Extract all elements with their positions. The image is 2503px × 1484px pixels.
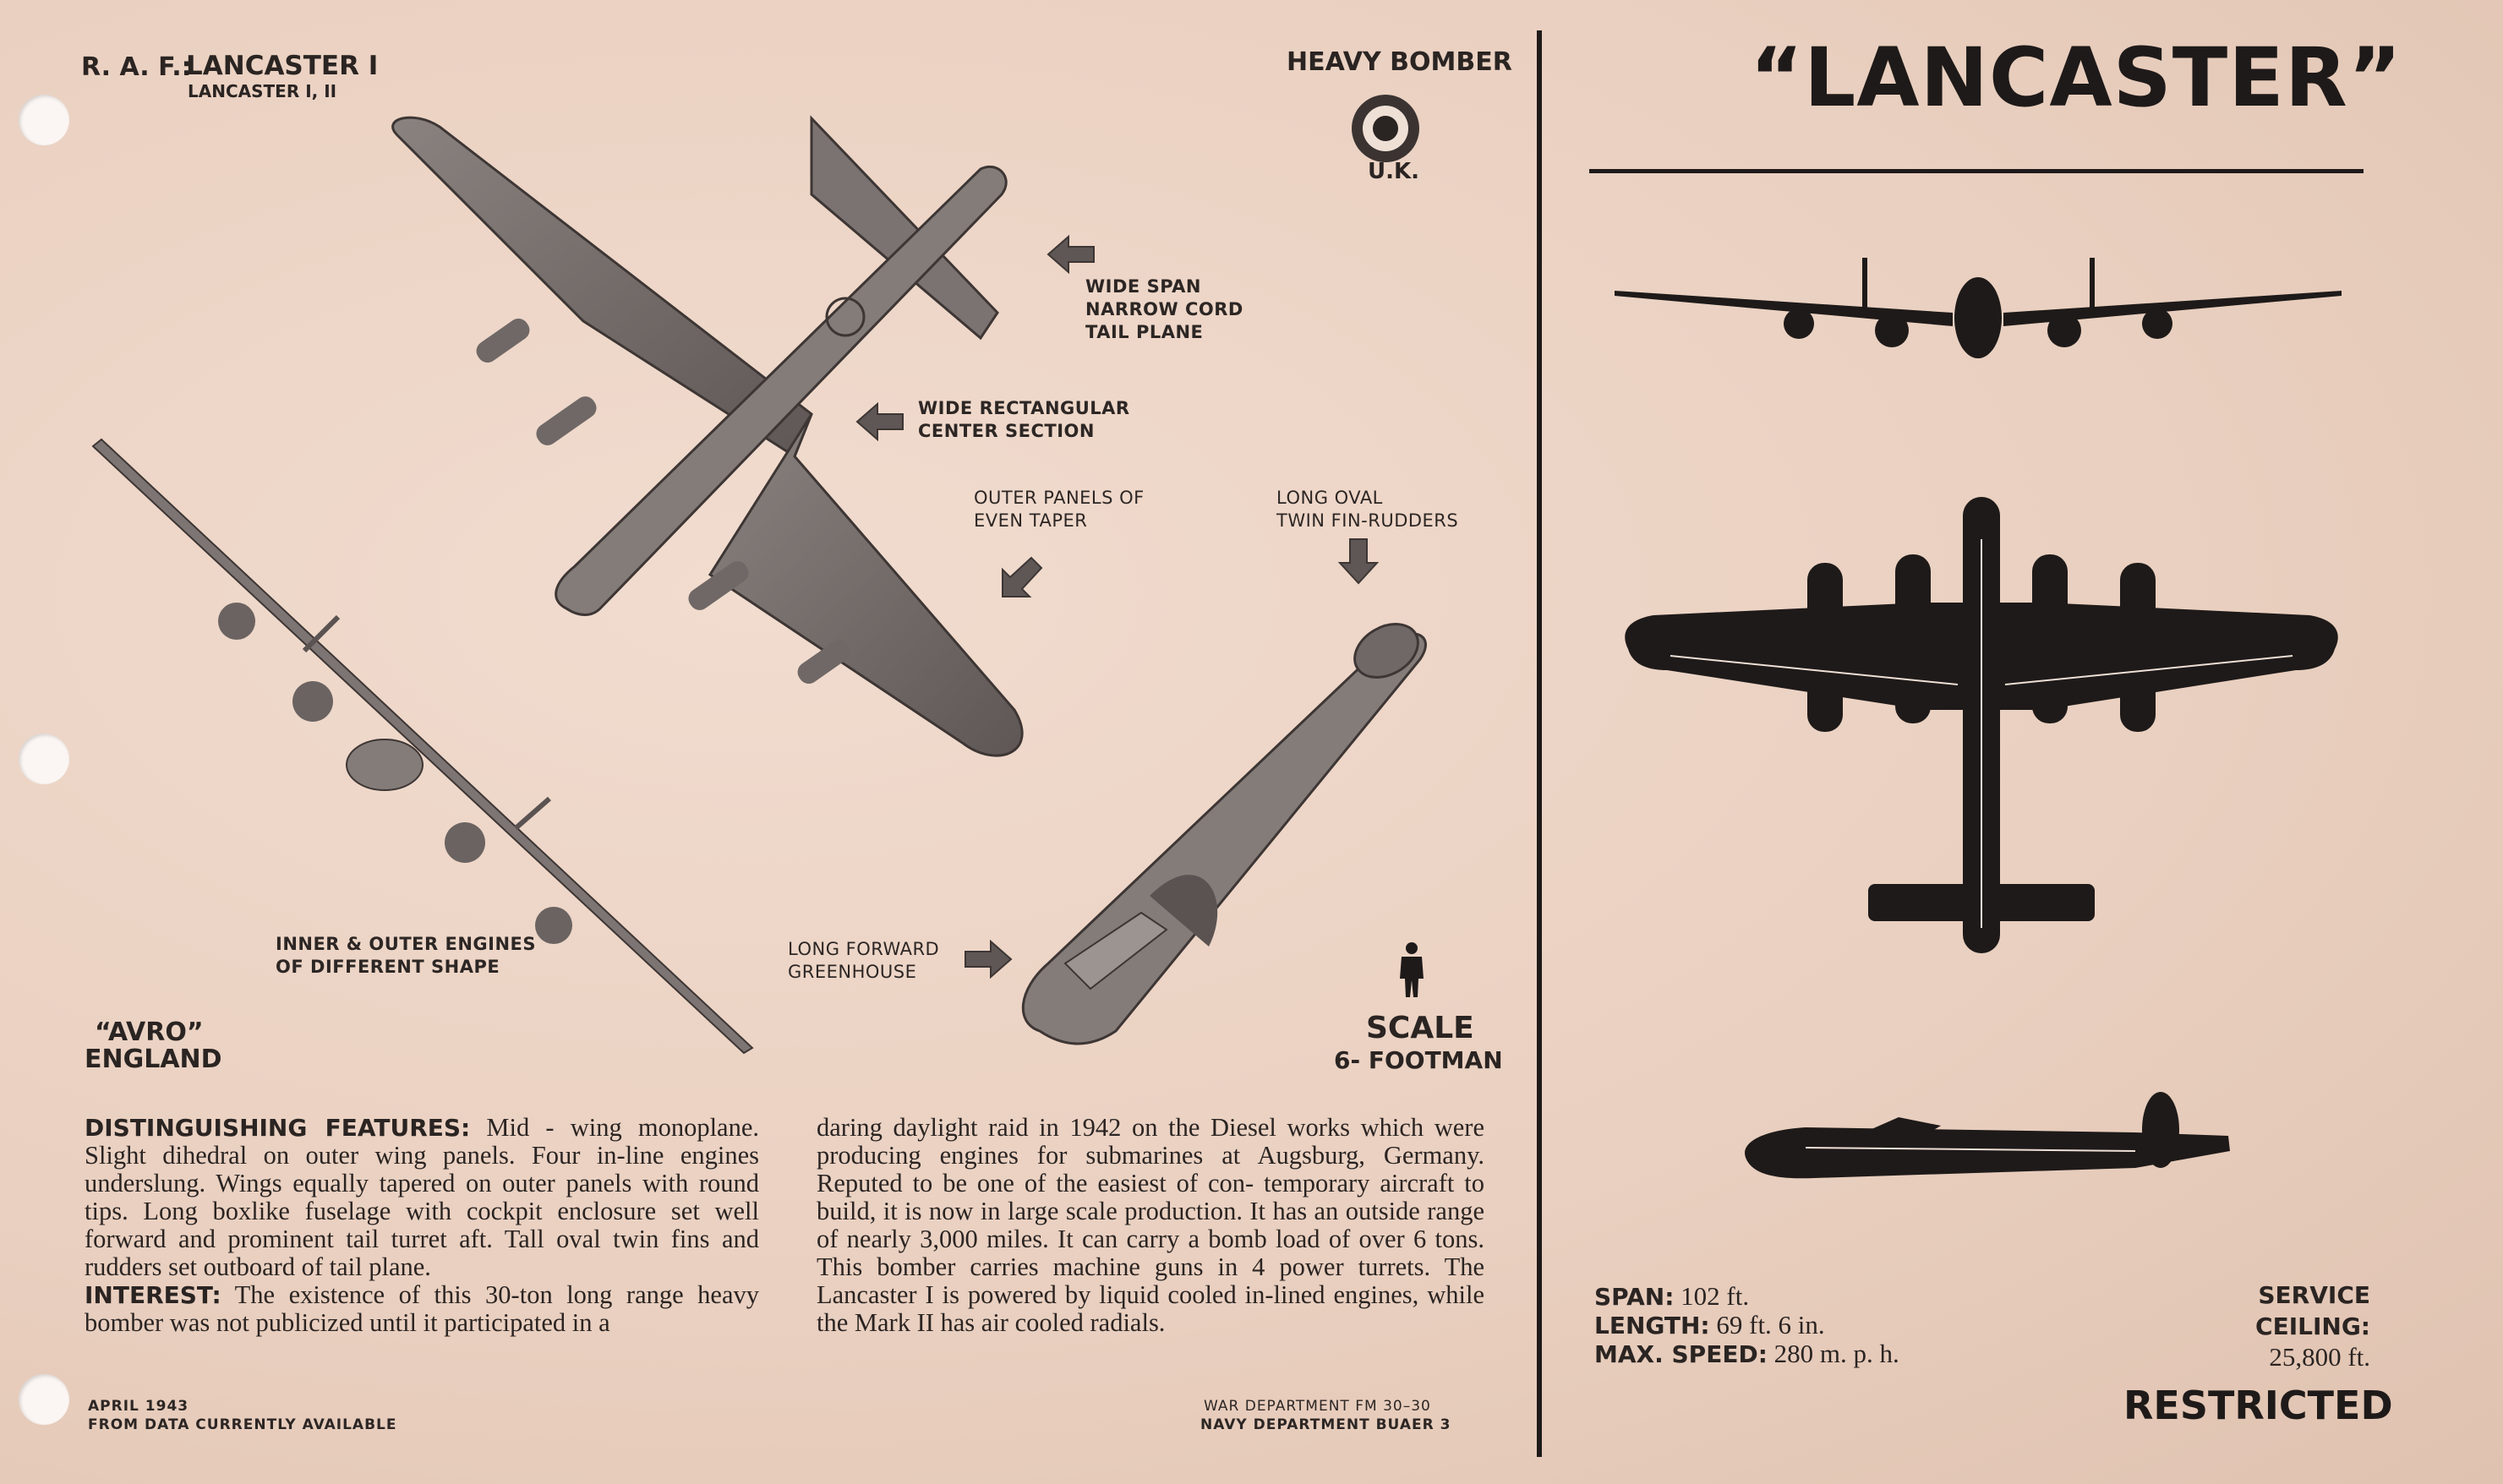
- punch-hole: [19, 734, 69, 784]
- title-rule: [1589, 169, 2364, 173]
- ceiling-label: SERVICE CEILING:: [2255, 1281, 2370, 1340]
- callout-center-section: WIDE RECTANGULAR CENTER SECTION: [918, 398, 1130, 441]
- span-value: 102 ft.: [1681, 1281, 1750, 1311]
- raf-label: R. A. F.:: [81, 52, 192, 82]
- scale-unit: 6- FOOTMAN: [1334, 1046, 1503, 1074]
- maker-name: “AVRO”: [95, 1018, 204, 1047]
- silhouette-side-view: [1738, 1092, 2237, 1202]
- classification-label: RESTRICTED: [2123, 1383, 2393, 1428]
- footman-scale-icon: [1395, 941, 1429, 1001]
- country-label: U.K.: [1368, 159, 1420, 184]
- ceiling-value: 25,800 ft.: [2269, 1342, 2370, 1372]
- arrow-right-icon: [962, 938, 1014, 980]
- roundel-icon: [1344, 91, 1429, 167]
- arrow-down-left-icon: [999, 556, 1043, 600]
- arrow-left-icon: [1047, 233, 1097, 276]
- interest-heading: INTEREST:: [85, 1281, 221, 1309]
- silhouette-front-view: [1615, 254, 2342, 363]
- callout-greenhouse: LONG FORWARD GREENHOUSE: [788, 939, 940, 982]
- callout-outer-panels: OUTER PANELS OF EVEN TAPER: [974, 488, 1145, 531]
- spec-service-ceiling: [2149, 1279, 2370, 1372]
- length-value: 69 ft. 6 in.: [1716, 1310, 1825, 1339]
- silhouette-plan-view: [1620, 488, 2343, 970]
- panel-divider: [1537, 30, 1542, 1457]
- footer-date: APRIL 1943: [88, 1398, 189, 1415]
- punch-hole: [19, 95, 69, 145]
- interest-continued-paragraph: daring daylight raid in 1942 on the Diesel works which were producing engines for submarines at Augsburg, Germany. Reputed to be one of the easiest of con- temporary aircraft to build, it is now in large scale production. It has an outside range of nearly 3,000 miles. It can carry a bomb load of over 6 tons. This bomber carries machine guns in 4 power turrets. The Lancaster I is powered by liquid cooled in-lined engines, while the Mark II has air cooled radials.: [817, 1113, 1484, 1337]
- callout-engines: INNER & OUTER ENGINES OF DIFFERENT SHAPE: [276, 934, 536, 977]
- callout-tail-plane: WIDE SPAN NARROW CORD TAIL PLANE: [1085, 276, 1243, 342]
- designation: LANCASTER I: [186, 51, 379, 81]
- spec-span: [1594, 1281, 1749, 1312]
- speed-label: MAX. SPEED:: [1594, 1340, 1768, 1368]
- length-label: LENGTH:: [1594, 1312, 1710, 1339]
- footer-source: FROM DATA CURRENTLY AVAILABLE: [88, 1416, 397, 1433]
- interest-text: The existence of this 30-ton long range heavy bomber was not publicized until it participated in a: [85, 1280, 759, 1337]
- footer-navy-department: NAVY DEPARTMENT BUAER 3: [1200, 1416, 1451, 1433]
- speed-value: 280 m. p. h.: [1773, 1339, 1899, 1368]
- spec-max-speed: [1594, 1339, 1899, 1370]
- footer-war-department: WAR DEPARTMENT FM 30–30: [1204, 1398, 1431, 1415]
- arrow-left-icon: [855, 401, 906, 443]
- spec-length: [1594, 1310, 1825, 1341]
- arrow-down-icon: [1337, 537, 1380, 585]
- maker-country: ENGLAND: [85, 1045, 222, 1074]
- category-label: HEAVY BOMBER: [1287, 47, 1512, 77]
- features-paragraph: [85, 1114, 759, 1337]
- scale-label: SCALE: [1366, 1011, 1474, 1045]
- features-text: Mid - wing monoplane. Slight dihedral on outer wing panels. Four in-line engines underslung. Wings equally tapered on outer panels with round tips. Long boxlike fuselage with cockpit enclosure set well forward and prominent tail turret aft. Tall oval twin fins and rudders set outboard of tail plane.: [85, 1113, 760, 1281]
- sub-designation: LANCASTER I, II: [188, 81, 337, 101]
- features-heading: DISTINGUISHING FEATURES:: [85, 1114, 471, 1142]
- span-label: SPAN:: [1594, 1283, 1675, 1311]
- callout-fin-rudders: LONG OVAL TWIN FIN-RUDDERS: [1276, 488, 1459, 531]
- punch-hole: [19, 1374, 69, 1425]
- aircraft-title: “LANCASTER”: [1750, 30, 2402, 125]
